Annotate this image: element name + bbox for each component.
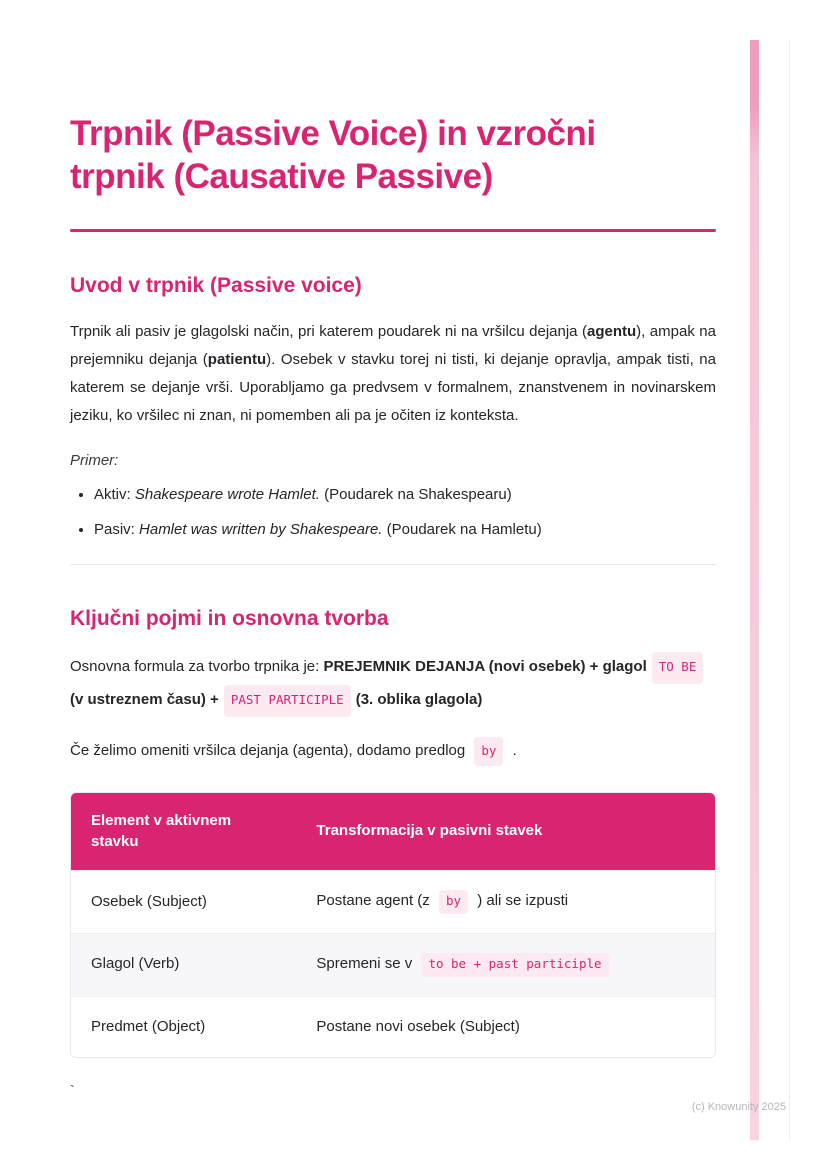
page-edge-stripe <box>750 40 759 1140</box>
example-list <box>70 483 716 542</box>
code-chip-to-be: TO BE <box>652 652 704 684</box>
text-run: Pasiv: <box>94 521 140 539</box>
table-row <box>71 871 715 934</box>
table-cell-left: Glagol (Verb) <box>71 933 296 996</box>
text-run: ), ampak na prejemniku dejanja ( <box>70 323 716 369</box>
table-cell-right <box>296 871 715 934</box>
bold-term-patientu: patientu <box>207 351 267 369</box>
page-title: Trpnik (Passive Voice) in vzročni trpnik (Causative Passive) <box>70 114 596 197</box>
bold-run: (3. oblika glagola) <box>355 691 483 709</box>
code-chip-by: by <box>474 737 503 765</box>
section-heading-key-concepts: Ključni pojmi in osnovna tvorba <box>70 607 389 631</box>
document-page <box>40 40 790 1140</box>
intro-paragraph <box>70 318 716 430</box>
table-cell-left: Osebek (Subject) <box>71 871 296 934</box>
formula-paragraph <box>70 651 716 717</box>
text-run: Postane agent (z <box>316 892 434 910</box>
transformation-table-wrap <box>70 792 716 1059</box>
text-run: (Poudarek na Hamletu) <box>382 521 542 539</box>
text-run: Osnovna formula za tvorbo trpnika je: <box>70 658 324 676</box>
text-run: ) ali se izpusti <box>473 892 569 910</box>
stray-backtick: ` <box>70 1082 75 1099</box>
text-run: ). Osebek v stavku torej ni tisti, ki dejanje opravlja, ampak tisti, na katerem se dejanje vrši. Uporabljamo ga predvsem v formalnem, znanstvenem in novinarskem jeziku, ko vršilec ni znan, ni pomemben ali pa je očiten iz konteksta. <box>70 351 716 425</box>
table-cell-left: Predmet (Object) <box>71 996 296 1057</box>
text-run: Postane novi osebek (Subject) <box>316 1017 520 1035</box>
title-divider <box>70 229 716 233</box>
code-chip-by: by <box>439 890 468 914</box>
table-header-element: Element v aktivnem stavku <box>71 793 296 871</box>
text-run: (Poudarek na Shakespearu) <box>319 486 512 504</box>
code-chip-past-participle: PAST PARTICIPLE <box>224 685 351 717</box>
bold-term-agentu: agentu <box>587 323 637 341</box>
text-run: Če želimo omeniti vršilca dejanja (agenta), dodamo predlog <box>70 742 470 760</box>
table-cell-right <box>296 996 715 1057</box>
bold-run: (v ustreznem času) + <box>70 691 219 709</box>
list-item-active <box>94 483 716 507</box>
example-label: Primer: <box>70 452 119 470</box>
table-row <box>71 996 715 1057</box>
text-run: . <box>508 742 517 760</box>
italic-sentence: Hamlet was written by Shakespeare. <box>139 521 383 539</box>
bold-run: PREJEMNIK DEJANJA (novi osebek) + glagol <box>323 658 647 676</box>
code-chip-to-be-past-participle: to be + past participle <box>421 953 608 977</box>
italic-sentence: Shakespeare wrote Hamlet. <box>134 486 320 504</box>
table-header-transformation: Transformacija v pasivni stavek <box>296 793 715 871</box>
table-row <box>71 933 715 996</box>
section-heading-intro: Uvod v trpnik (Passive voice) <box>70 274 362 298</box>
table-header-row <box>71 793 715 871</box>
text-run: Trpnik ali pasiv je glagolski način, pri katerem poudarek ni na vršilcu dejanja ( <box>70 323 587 341</box>
section-divider <box>70 564 716 565</box>
table-cell-right <box>296 933 715 996</box>
text-run: Aktiv: <box>94 486 135 504</box>
transformation-table <box>71 793 715 1058</box>
document-content <box>70 40 716 1098</box>
agent-note-paragraph <box>70 737 716 765</box>
list-item-passive <box>94 518 716 542</box>
copyright: (c) Knowunity 2025 <box>691 1101 786 1113</box>
text-run: Spremeni se v <box>316 954 417 972</box>
